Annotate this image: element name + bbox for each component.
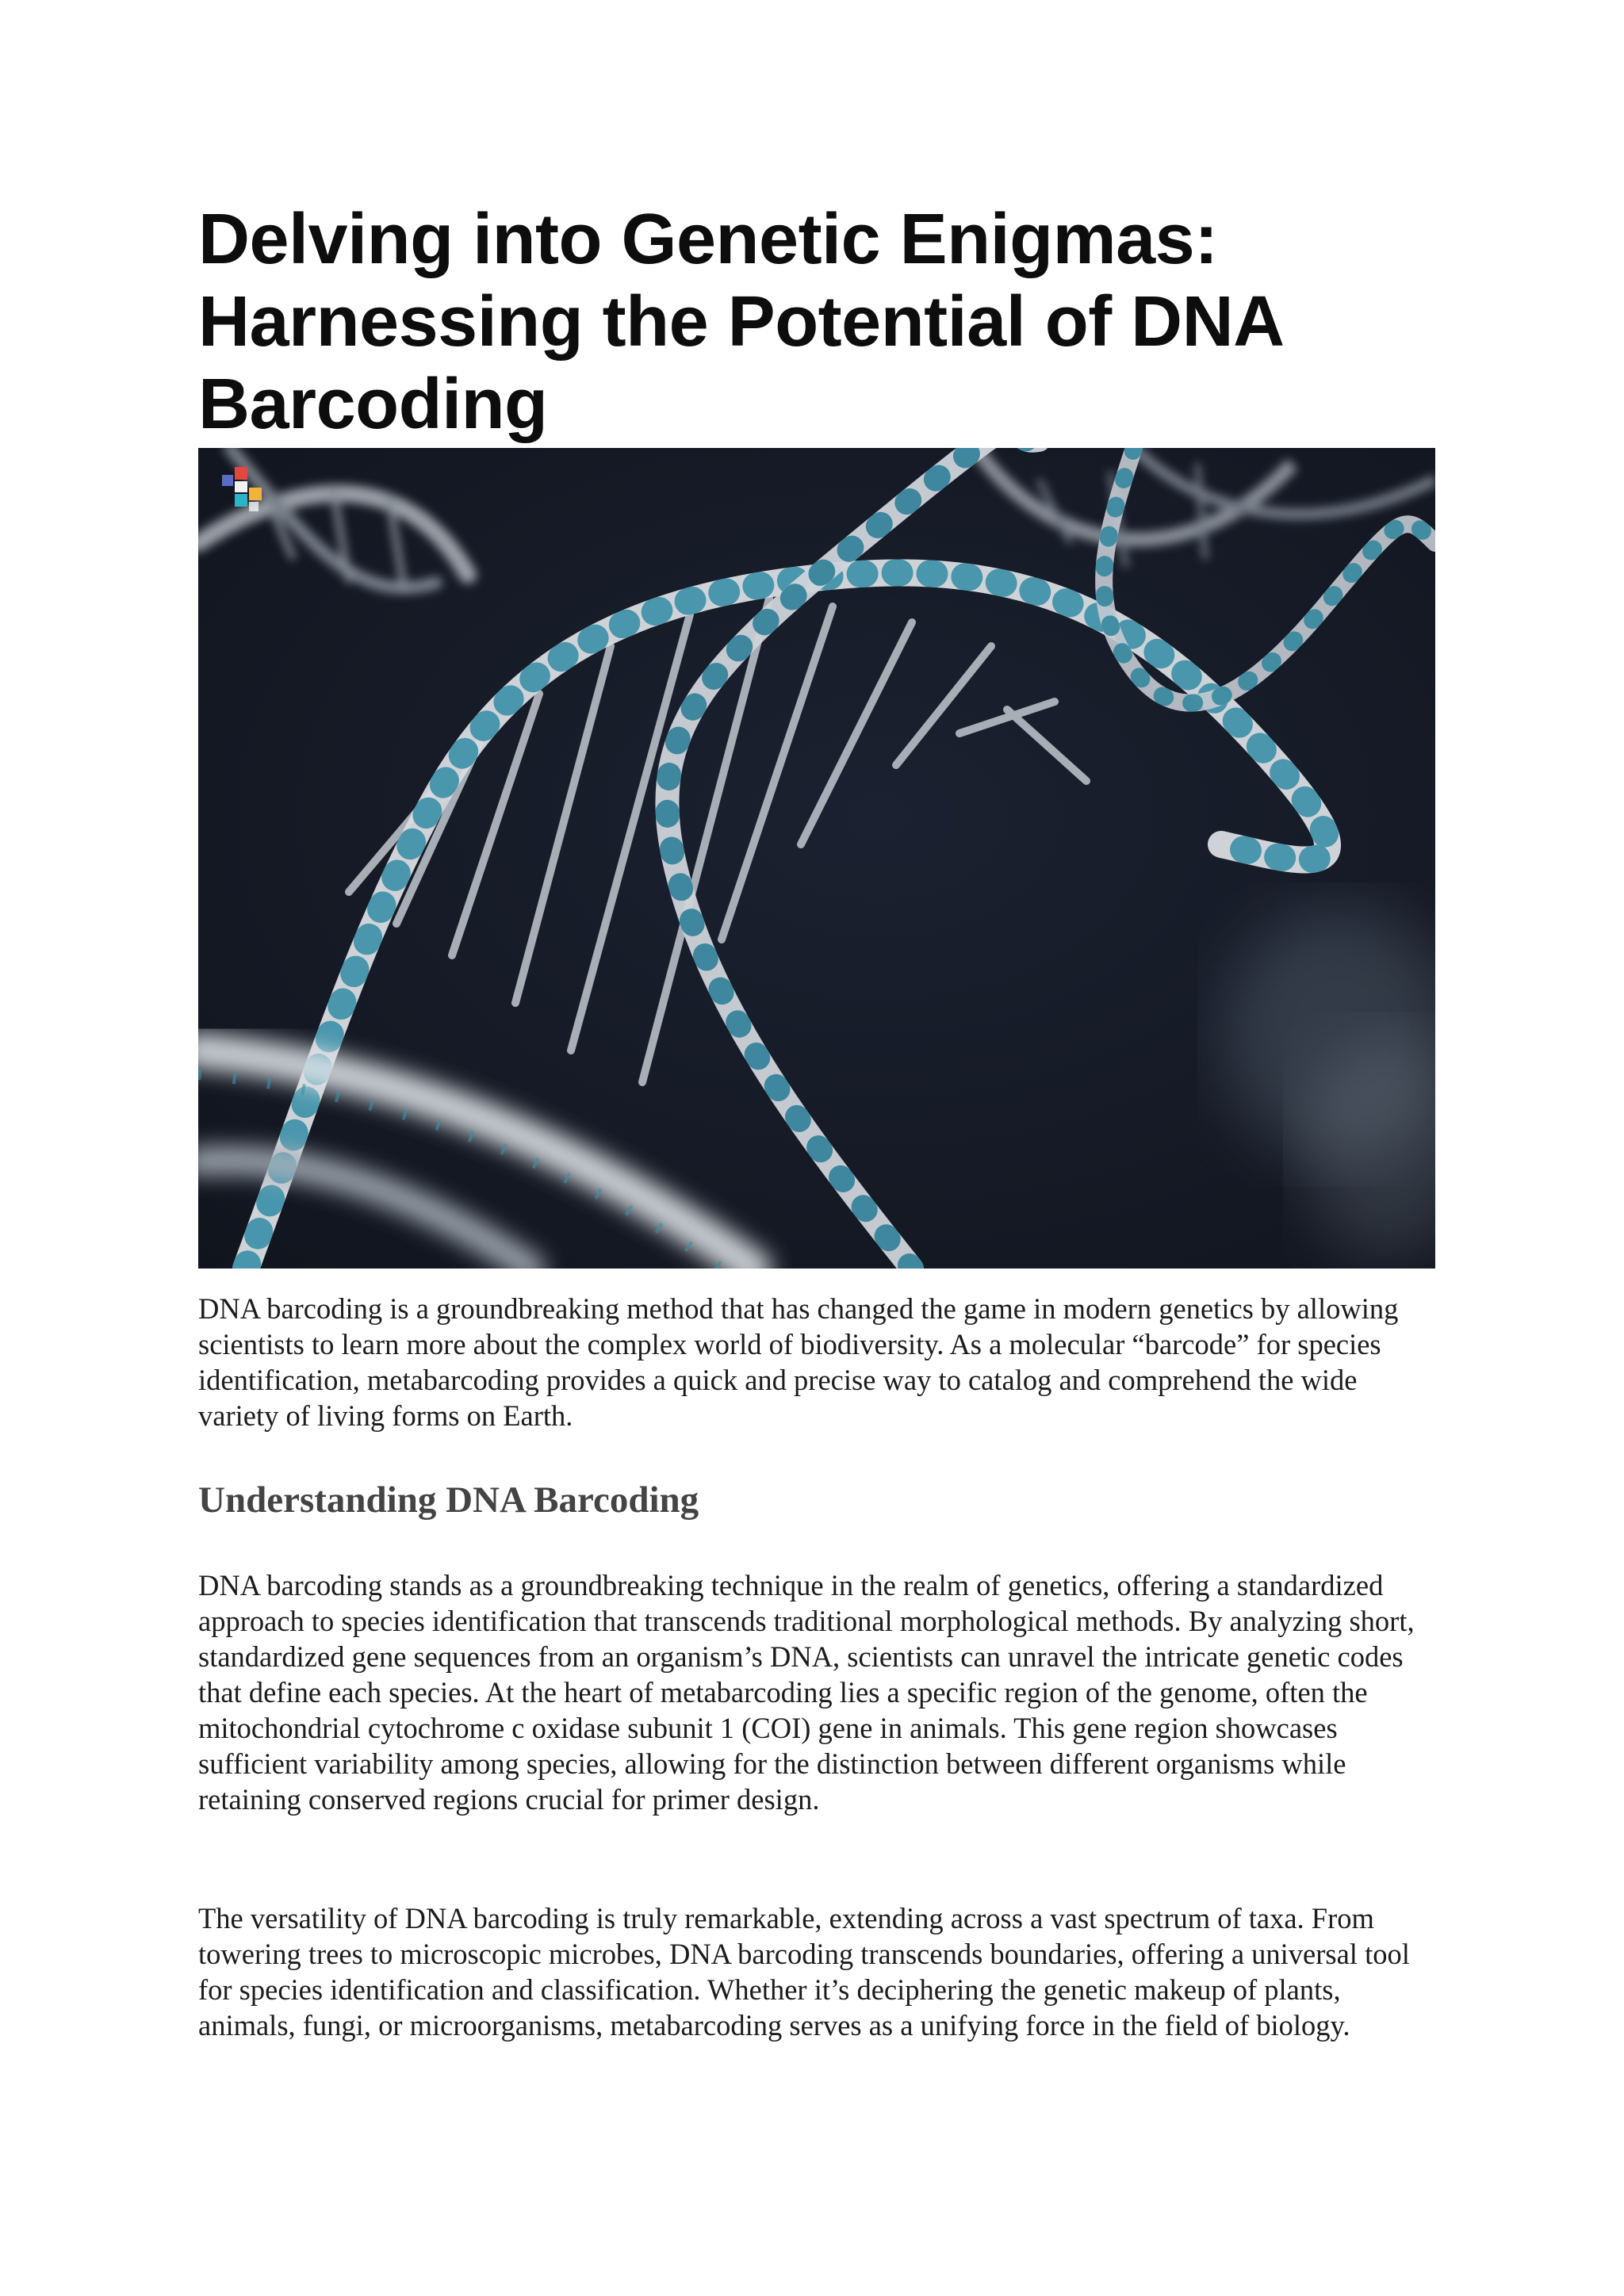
article-title: Delving into Genetic Enigmas: Harnessing the Potential of DNA Barcoding bbox=[198, 200, 1282, 444]
intro-paragraph: DNA barcoding is a groundbreaking method that has changed the game in modern genetics by allowing scientists to learn more about the complex world of biodiversity. As a molecular “barcode” for species identification, metabarcoding provides a quick and precise way to catalog and comprehend the wide variety of living forms on Earth. bbox=[198, 1292, 1399, 1432]
brand-logo-icon bbox=[220, 467, 265, 519]
section-paragraph: The versatility of DNA barcoding is truly remarkable, extending across a vast spectrum of taxa. From towering trees to microscopic microbes, DNA barcoding transcends boundaries, offering a universal tool for species identification and classification. Whether it’s deciphering the genetic makeup of plants, animals, fungi, or microorganisms, metabarcoding serves as a unifying force in the field of biology. bbox=[198, 1902, 1410, 2042]
dna-helix-illustration bbox=[198, 448, 1435, 1269]
section-paragraph: DNA barcoding stands as a groundbreaking technique in the realm of genetics, offering a standardized approach to species identification that transcends traditional morphological methods. By analyzing short, standardized gene sequences from an organism’s DNA, scientists can unravel the intricate genetic codes that define each species. At the heart of metabarcoding lies a specific region of the genome, often the mitochondrial cytochrome c oxidase subunit 1 (COI) gene in animals. This gene region showcases sufficient variability among species, allowing for the distinction between different organisms while retaining conserved regions crucial for primer design. bbox=[198, 1569, 1415, 1816]
section-heading: Understanding DNA Barcoding bbox=[198, 1479, 699, 1521]
hero-image bbox=[198, 448, 1435, 1269]
